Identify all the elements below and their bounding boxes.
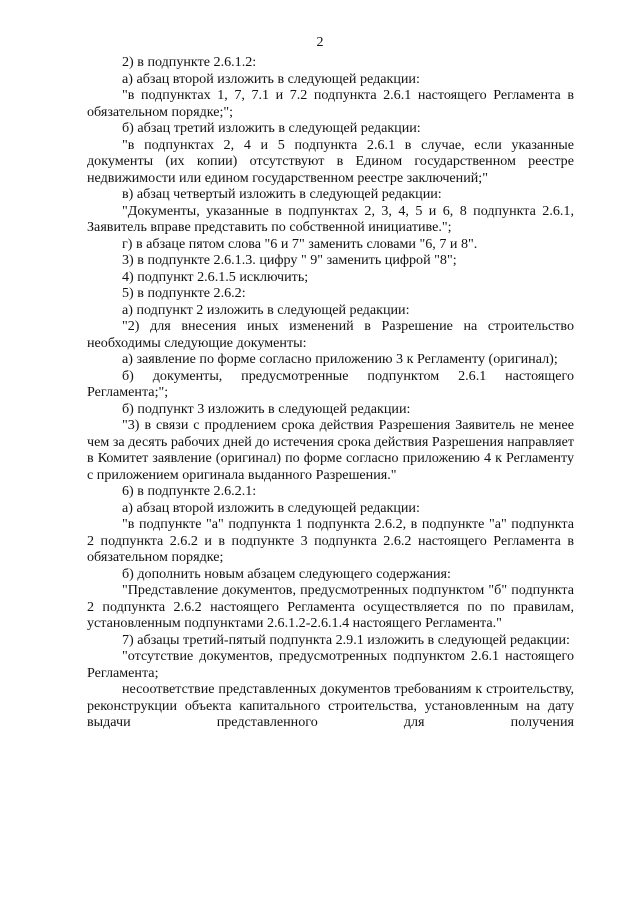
paragraph: "в подпункте "а" подпункта 1 подпункта 2.6.2, в подпункте "а" подпункта 2 подпункта 2.6.2 и в подпункте 3 подпункта 2.6.2 настоящего Регламента в обязательном порядке;: [87, 516, 574, 565]
paragraph: "в подпунктах 2, 4 и 5 подпункта 2.6.1 в случае, если указанные документы (их копии) отсутствуют в Едином государственном реестре недвижимости или едином государственном реестре заключений;": [87, 136, 574, 186]
paragraph: "Представление документов, предусмотренных подпунктом "б" подпункта 2 подпункта 2.6.2 настоящего Регламента осуществляется по по правилам, установленным подпунктами 2.6.1.2-2.6.1.4 настоящего Регламента.": [87, 582, 574, 631]
paragraph: а) абзац второй изложить в следующей редакции:: [122, 499, 420, 516]
paragraph: "отсутствие документов, предусмотренных подпунктом 2.6.1 настоящего Регламента;: [87, 648, 574, 681]
paragraph: б) подпункт 3 изложить в следующей редакции:: [122, 400, 411, 417]
paragraph: а) подпункт 2 изложить в следующей редакции:: [122, 301, 410, 318]
paragraph: "Документы, указанные в подпунктах 2, 3, 4, 5 и 6, 8 подпункта 2.6.1, Заявитель вправе представить по собственной инициативе.";: [87, 202, 574, 235]
paragraph: 2) в подпункте 2.6.1.2:: [122, 54, 257, 70]
paragraph: 3) в подпункте 2.6.1.3. цифру " 9" заменить цифрой "8";: [122, 252, 457, 268]
paragraph: б) документы, предусмотренные подпунктом 2.6.1 настоящего Регламента;";: [87, 367, 574, 400]
paragraph: 6) в подпункте 2.6.2.1:: [122, 483, 257, 499]
paragraph: "2) для внесения иных изменений в Разрешение на строительство необходимы следующие документы:: [87, 318, 574, 351]
page-number: 2: [316, 35, 324, 50]
paragraph: 4) подпункт 2.6.1.5 исключить;: [122, 268, 309, 285]
paragraph: несоответствие представленных документов требованиям к строительству, реконструкции объекта капитального строительства, установленным на дату выдачи представленного для получения: [87, 681, 574, 730]
paragraph: б) абзац третий изложить в следующей редакции:: [122, 120, 421, 136]
paragraph: б) дополнить новым абзацем следующего содержания:: [122, 565, 451, 582]
paragraph: 7) абзацы третий-пятый подпункта 2.9.1 изложить в следующей редакции:: [122, 631, 570, 648]
paragraph: в) абзац четвертый изложить в следующей редакции:: [122, 186, 442, 202]
paragraph: 5) в подпункте 2.6.2:: [122, 285, 246, 301]
paragraph: "3) в связи с продлением срока действия Разрешения Заявитель не менее чем за десять рабочих дней до истечения срока действия Разрешения направляет в Комитет заявление (оригинал) по форме согласно приложению 4 к Регламенту с приложением оригинала выданного Разрешения.": [87, 417, 574, 483]
document-body: [87, 54, 574, 731]
paragraph: г) в абзаце пятом слова "6 и 7" заменить словами "6, 7 и 8".: [122, 235, 478, 252]
paragraph: а) заявление по форме согласно приложению 3 к Регламенту (оригинал);: [122, 351, 558, 367]
paragraph: "в подпунктах 1, 7, 7.1 и 7.2 подпункта 2.6.1 настоящего Регламента в обязательном порядке;";: [87, 87, 574, 120]
paragraph: а) абзац второй изложить в следующей редакции:: [122, 70, 420, 87]
